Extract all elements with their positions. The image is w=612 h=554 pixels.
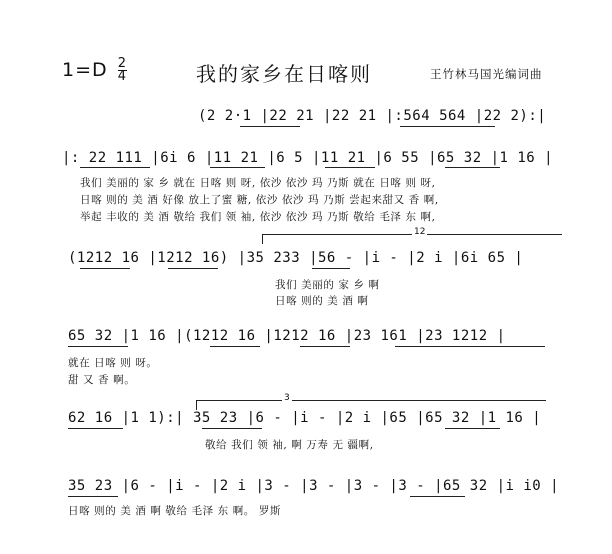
underline-beam [445, 428, 500, 429]
lyric-verse-2: 日喀 则的 美 酒 啊 [275, 295, 369, 307]
lyric-verse-1: 我们 美丽的 家 乡 就在 日喀 则 呀, 依沙 依沙 玛 乃斯 就在 日喀 则 呀, [80, 177, 436, 189]
time-signature [118, 58, 127, 83]
underline-beam [410, 496, 465, 497]
notation-row-1: (2 2·1 |22 21 |22 21 |:564 564 |22 2):| [198, 108, 547, 124]
volta-bracket-end [262, 234, 263, 244]
time-denominator: 4 [117, 69, 127, 84]
notation-row-4: 65 32 |1 16 |(1212 16 |1212 16 |23 161 |23 1212 | [68, 328, 506, 344]
lyric-verse-2: 甜 又 香 啊。 [68, 374, 136, 386]
notation-row-6: 35 23 |6 - |i - |2 i |3 - |3 - |3 - |3 - |65 32 |i i0 | [68, 478, 560, 494]
underline-beam [395, 346, 545, 347]
underline-beam [80, 268, 130, 269]
key-label: 1=D [62, 59, 108, 81]
lyric-verse-1: 敬给 我们 领 袖, 啊 万寿 无 疆啊, [205, 439, 374, 451]
underline-beam [240, 126, 300, 127]
underline-beam [210, 346, 260, 347]
key-signature [62, 58, 127, 83]
underline-beam [68, 428, 123, 429]
song-title: 我的家乡在日喀则 [196, 62, 372, 86]
volta-number: 12 [414, 227, 426, 237]
lyric-verse-1: 我们 美丽的 家 乡 啊 [275, 279, 380, 291]
underline-beam [68, 496, 118, 497]
underline-beam [168, 268, 218, 269]
underline-beam [300, 346, 350, 347]
lyric-verse-1: 就在 日喀 则 呀。 [68, 357, 158, 369]
time-numerator: 2 [117, 56, 127, 71]
notation-row-2: |: 22 111 |6i 6 |11 21 |6 5 |11 21 |6 55 |65 32 |1 16 | [62, 150, 554, 166]
composer-credit: 王竹林马国光编词曲 [430, 67, 543, 81]
underline-beam [80, 167, 150, 168]
lyric-verse-2: 日喀 则的 美 酒 好像 放上了蜜 糖, 依沙 依沙 玛 乃斯 尝起来甜又 香 啊, [80, 194, 439, 206]
underline-beam [312, 268, 350, 269]
notation-row-3: (1212 16 |1212 16) |35 233 |56 - |i - |2 i |6i 65 | [68, 250, 524, 266]
lyric-verse-1: 日喀 则的 美 酒 啊 敬给 毛泽 东 啊。 罗斯 [68, 505, 282, 517]
underline-beam [210, 167, 265, 168]
underline-beam [325, 167, 375, 168]
notation-row-5: 62 16 |1 1):| 35 23 |6 - |i - |2 i |65 |65 32 |1 16 | [68, 410, 542, 426]
volta-number: 3 [284, 393, 290, 403]
lyric-verse-3: 举起 丰收的 美 酒 敬给 我们 领 袖, 依沙 依沙 玛 乃斯 敬给 毛泽 东 啊, [80, 211, 436, 223]
underline-beam [400, 126, 495, 127]
underline-beam [445, 167, 500, 168]
volta-bracket [196, 400, 546, 401]
underline-beam [202, 428, 262, 429]
volta-bracket-end [196, 400, 197, 410]
underline-beam [68, 346, 128, 347]
